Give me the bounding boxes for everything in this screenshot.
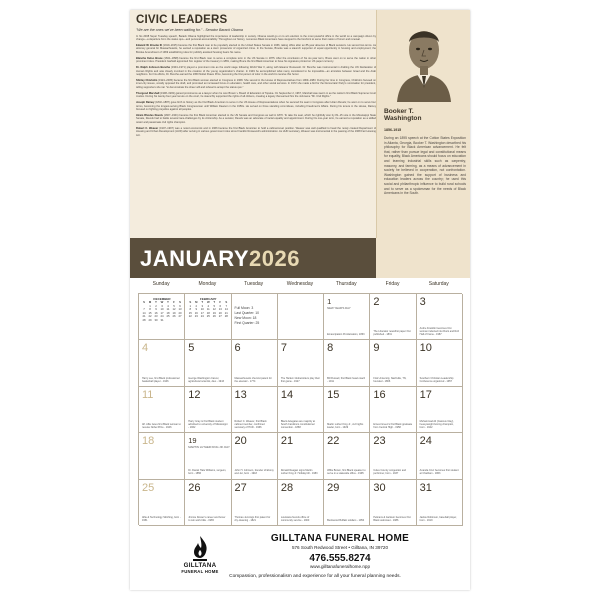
day-number: 23 bbox=[373, 435, 386, 448]
mini-day: 6 bbox=[179, 303, 181, 308]
weekday-header bbox=[138, 281, 462, 292]
mini-calendar bbox=[141, 297, 183, 323]
mini-day-head: F bbox=[173, 300, 175, 304]
day-event: Emancipation Proclamation, 1863 bbox=[327, 333, 365, 337]
day-number: 18 bbox=[142, 435, 155, 448]
mini-day: 8 bbox=[149, 307, 151, 312]
day-cell bbox=[417, 340, 463, 386]
holiday-label: NEW YEAR'S DAY bbox=[327, 306, 351, 310]
day-number: 21 bbox=[280, 435, 294, 448]
mini-day: 28 bbox=[224, 314, 228, 319]
day-event: Dr. Daniel Hale Williams, surgeon, born - 1856 bbox=[188, 469, 227, 476]
day-number: 31 bbox=[419, 481, 432, 494]
day-number: 30 bbox=[373, 481, 386, 494]
day-event: Coles County congestion and performer, born - 1937 bbox=[373, 469, 407, 476]
day-cell bbox=[278, 387, 324, 433]
day-cell bbox=[185, 387, 231, 433]
mini-day: 30 bbox=[154, 317, 158, 322]
day-event: Willie Brown, first Black speaker to serve in a statewide office - 1995 bbox=[327, 469, 366, 476]
day-cell bbox=[370, 433, 416, 479]
day-event: Fisk University, Nashville, TN, founded - 1866 bbox=[373, 376, 407, 383]
mini-day: 7 bbox=[143, 307, 145, 312]
day-number: 1 bbox=[327, 297, 332, 306]
leader-name: Blanche Kelso Bruce bbox=[136, 56, 164, 60]
mini-day: 27 bbox=[218, 314, 222, 319]
day-cell bbox=[185, 433, 231, 479]
bio-years: 1856-1915 bbox=[384, 128, 402, 132]
day-number: 28 bbox=[280, 481, 294, 494]
day-cell bbox=[139, 480, 185, 526]
mini-day: 11 bbox=[166, 307, 170, 312]
article-paragraph: Edward W. Brooke III (1919–2015) became the first Black man to be popularly elected to the United States Senate in 1966, taking office after an 85-year absence of Black senators. He served two terms. As attorney general for Massachusetts, he earned a reputation as a stern prosecutor of organized crime. In the Senate, Brooke was a staunch supporter of equal opportunity in housing and employment; the Brooke Amendment of 1969 establishing rules for publicly assisted housing bears his name. bbox=[136, 44, 376, 54]
bio-name bbox=[384, 108, 421, 123]
portrait-illustration bbox=[387, 16, 461, 102]
day-event: Jackie Robinson, baseball player, born - 1919 bbox=[419, 515, 457, 522]
mini-day-head: W bbox=[160, 300, 164, 304]
day-cell bbox=[370, 480, 416, 526]
day-cell bbox=[139, 387, 185, 433]
sponsor-phone: 476.555.8274 bbox=[309, 553, 371, 564]
mini-calendar bbox=[187, 297, 229, 319]
mini-day: 17 bbox=[200, 310, 204, 315]
mini-day: 16 bbox=[154, 310, 158, 315]
day-event: Ananda Cruz becomes first student at Chatham - 1863 bbox=[419, 469, 459, 476]
day-number: 8 bbox=[327, 342, 334, 355]
next-month-cell bbox=[185, 294, 231, 340]
mini-day-head: F bbox=[219, 300, 222, 304]
mini-day: 20 bbox=[178, 310, 182, 315]
sponsor-website: www.gilltanafuneralhome.npp bbox=[309, 564, 370, 569]
day-number: 17 bbox=[419, 388, 432, 401]
mini-day: 8 bbox=[189, 307, 192, 312]
calendar-sheet bbox=[130, 10, 470, 590]
day-cell bbox=[278, 340, 324, 386]
mini-day: 19 bbox=[212, 310, 216, 315]
article-paragraph: Hiram Rhodes Revels (1827–1901) became the first Black American elected to the US Senate and Congress as well in 1870. To take his seat, which he rightfully won by 81–15 vote in the Mississippi State Senate, Revels had to battle several race-challenges by its citizenship. As a senator, Revels was an advocate of racial equality and appointment. During his one-year term, he earned a reputation as a skilled orator and passionate civil rights champion. bbox=[136, 114, 376, 124]
day-number: 12 bbox=[188, 388, 201, 401]
day-number: 14 bbox=[280, 388, 294, 401]
moon-phase: New Moon: 18 bbox=[234, 316, 257, 320]
day-number: 10 bbox=[419, 342, 432, 355]
sponsor-tagline: Compassion, professionalism and experience for all your funeral planning needs. bbox=[229, 574, 401, 579]
mini-day: 18 bbox=[166, 310, 170, 315]
day-cell bbox=[139, 340, 185, 386]
mini-day: 21 bbox=[142, 314, 146, 319]
mini-day-head: T bbox=[167, 300, 169, 304]
day-cell bbox=[232, 433, 278, 479]
moon-phase-cell bbox=[232, 294, 278, 340]
holiday-label: MARTIN LUTHER KING JR. DAY bbox=[188, 445, 230, 450]
mini-day: 28 bbox=[142, 317, 146, 322]
mini-day: 3 bbox=[201, 303, 204, 308]
day-event: Bill Russell, first Black head coach - 1911 bbox=[327, 376, 366, 383]
day-cell bbox=[185, 340, 231, 386]
day-cell bbox=[370, 294, 416, 340]
day-event: John H. Johnson, founder of Ebony and Jet, born - 1918 bbox=[234, 469, 274, 476]
bio-name-line2: Washington bbox=[384, 115, 422, 123]
mini-day: 16 bbox=[194, 310, 198, 315]
day-number: 6 bbox=[234, 342, 241, 355]
day-event: The Harlem Globetrotters play their first game - 1927 bbox=[280, 376, 320, 383]
weekday-label: Tuesday bbox=[244, 281, 264, 287]
weekday-label: Friday bbox=[385, 281, 400, 287]
month-title bbox=[140, 246, 300, 272]
mini-day-head: T bbox=[213, 300, 216, 304]
day-event: Pelicans & Jackson becomes first Black astronaut - 1986 bbox=[373, 515, 411, 522]
mini-day: 15 bbox=[148, 310, 152, 315]
month-year: 2026 bbox=[249, 246, 300, 271]
month-banner bbox=[130, 238, 470, 278]
mini-day: 24 bbox=[160, 314, 164, 319]
logo-name: GILLTANA bbox=[183, 562, 217, 569]
mini-day: 18 bbox=[206, 310, 210, 315]
mini-day: 10 bbox=[160, 307, 164, 312]
moon-phase: First Quarter: 25 bbox=[234, 321, 260, 325]
day-number: 13 bbox=[234, 388, 247, 401]
day-cell bbox=[324, 340, 370, 386]
mini-day: 26 bbox=[172, 314, 176, 319]
day-event: George Washington Carver, agricultural scientist, dies - 1943 bbox=[188, 376, 224, 383]
day-cell bbox=[370, 340, 416, 386]
mini-day: 13 bbox=[218, 307, 222, 312]
mini-day: 31 bbox=[160, 317, 164, 322]
day-event: Ernest Green's first Black graduate from Central High - 1958 bbox=[373, 423, 413, 430]
mini-day: 13 bbox=[178, 307, 182, 312]
day-event: Southern Christian Leadership Conference organized - 1957 bbox=[419, 376, 454, 383]
bio-panel bbox=[376, 10, 470, 238]
day-number: 25 bbox=[142, 481, 155, 494]
mini-day: 22 bbox=[148, 314, 152, 319]
mini-day: 19 bbox=[172, 310, 176, 315]
day-cell bbox=[324, 387, 370, 433]
article-paragraph: In his 2008 Super Tuesday speech, Barack Obama highlighted the importance of leadership in society. Obama would go on to win election to the most powerful office in the world on a campaign driven by change—a departure from the status quo—and personal accountability. Throughout our history, numerous Black Americans have stepped to the forefront to serve their nation of honor and renewal. bbox=[136, 34, 376, 41]
weekday-label: Thursday bbox=[335, 281, 357, 287]
leader-name: Dr. Ralph Johnson Bunche bbox=[136, 66, 172, 70]
day-number: 22 bbox=[327, 435, 340, 448]
calendar-grid bbox=[138, 293, 462, 525]
mini-day: 24 bbox=[200, 314, 204, 319]
day-event: Thomas Jennings first patent for dry-cleaning - 1821 bbox=[234, 515, 271, 522]
mini-day: 14 bbox=[224, 307, 228, 312]
leader-name: Shirley Chisholm bbox=[136, 79, 159, 83]
mini-day: 21 bbox=[224, 310, 228, 315]
mini-day-head: S bbox=[179, 300, 181, 304]
day-number: 24 bbox=[419, 435, 432, 448]
leader-name: Robert C. Weaver bbox=[136, 126, 160, 130]
mini-day: 4 bbox=[207, 303, 210, 308]
mini-day: 20 bbox=[218, 310, 222, 315]
day-number: 29 bbox=[327, 481, 340, 494]
mini-day: 22 bbox=[188, 314, 192, 319]
mini-day: 23 bbox=[194, 314, 198, 319]
mini-day: 7 bbox=[225, 303, 228, 308]
history-panel bbox=[130, 10, 470, 238]
mini-day: 6 bbox=[219, 303, 222, 308]
bio-name-line1: Booker T. bbox=[384, 108, 414, 115]
moon-phase: Full Moon: 3 bbox=[234, 306, 254, 310]
day-number: 26 bbox=[188, 481, 201, 494]
day-cell bbox=[232, 340, 278, 386]
sponsor-footer bbox=[130, 530, 470, 590]
mini-day: 9 bbox=[195, 307, 198, 312]
day-event: Louisiana founds office of community service - 1900 bbox=[280, 515, 310, 522]
mini-calendar-row bbox=[141, 319, 183, 323]
day-number: 27 bbox=[234, 481, 247, 494]
day-cell bbox=[417, 480, 463, 526]
day-number: 5 bbox=[188, 342, 195, 355]
mini-calendar-title: FEBRUARY bbox=[199, 297, 217, 301]
weekday-label: Sunday bbox=[152, 281, 170, 287]
sponsor-name: GILLTANA FUNERAL HOME bbox=[270, 533, 410, 544]
article-paragraph: Thurgood Marshall (1908–1993) gained prominence as a lawyer when he won Brown v. Board of Education of Topeka. On September 2, 1967, Marshall was sworn in as the nation's first Black Supreme Court Justice. During his twenty-four-year tenure on the court, he staunchly supported the rights of all citizens, creating a legacy that earned him the nickname "Mr. Civil Rights." bbox=[136, 91, 376, 99]
mini-day-head: S bbox=[225, 300, 228, 304]
day-cell bbox=[324, 480, 370, 526]
article-paragraph: Dr. Ralph Johnson Bunche (1904–1971) played a prominent role as the world stage following World War II, along with Eleanor Roosevelt. Dr. Bunche was instrumental in drafting the UN Declaration of Human Rights and was closely involved in the creation of the young organization's charter. In 1949 he accomplished what many considered to be impossible—an armistice between Israel and the Arab neighbors. For his efforts, Dr. Bunche earned the 1950 Nobel Peace Prize, becoming the first person of color in the world to receive this honor. bbox=[136, 66, 376, 77]
day-cell bbox=[324, 433, 370, 479]
day-number: 19 bbox=[188, 436, 197, 446]
mini-calendar-title: DECEMBER bbox=[153, 297, 171, 301]
day-event: Muhammad Ali (Cassius Clay), heavyweight boxing champion, born - 1942 bbox=[419, 419, 454, 430]
day-cell bbox=[232, 387, 278, 433]
flame-logo-icon bbox=[189, 535, 211, 561]
day-cell bbox=[417, 433, 463, 479]
sponsor-address: 576 South Redwood Street • Gilltana, IN 39720 bbox=[291, 545, 389, 550]
day-number: 15 bbox=[327, 388, 340, 401]
mini-day-head: T bbox=[201, 300, 204, 304]
article-paragraph: Joseph Rainey (1832–1887) gave birth to history as the first Black American to serve in the US House of Representatives when he secured his seat in Congress after Hiram Revels; he went on to serve four terms, becoming the longest-serving Black Congressman until William Dawson in the 1950s. He served on three standing committees, including Freedmen's Affairs. During his tenure in the House, Rainey focused on fighting prejudice against all peoples. bbox=[136, 101, 376, 112]
day-event: Harry Lee, first Black professional basketball player - 1946 bbox=[142, 376, 180, 383]
day-event: Harry Gray is first Black student admitted to university of Mississippi - 1962 bbox=[188, 419, 228, 430]
day-event: Black delegates are majority at South Carolina's constitutional convention - 1868 bbox=[280, 419, 316, 430]
day-event: Ronald Reagan signs Martin Luther King Jr. Holiday bill - 1983 bbox=[280, 469, 318, 476]
weekday-label: Wednesday bbox=[286, 281, 314, 287]
mini-day: 17 bbox=[160, 310, 164, 315]
mini-day: 5 bbox=[173, 303, 175, 308]
mini-day: 25 bbox=[206, 314, 210, 319]
leader-name: Hiram Rhodes Revels bbox=[136, 114, 164, 118]
mini-day: 14 bbox=[142, 310, 146, 315]
leader-name: Thurgood Marshall bbox=[136, 91, 161, 95]
day-cell bbox=[139, 433, 185, 479]
civic-leaders-article bbox=[136, 14, 376, 236]
mini-day: 2 bbox=[155, 303, 157, 308]
article-paragraphs bbox=[136, 35, 376, 138]
mini-day: 29 bbox=[148, 317, 152, 322]
mini-day: 4 bbox=[167, 303, 169, 308]
weekday-label: Saturday bbox=[428, 281, 449, 287]
leader-name: Joseph Rainey bbox=[136, 101, 156, 105]
day-cell bbox=[185, 480, 231, 526]
mini-day-head: S bbox=[143, 300, 145, 304]
prev-month-cell bbox=[139, 294, 185, 340]
mini-day: 10 bbox=[200, 307, 204, 312]
day-cell bbox=[417, 387, 463, 433]
moon-phase: Last Quarter: 10 bbox=[234, 311, 260, 315]
article-title: CIVIC LEADERS bbox=[136, 14, 228, 26]
mini-day: 11 bbox=[206, 307, 210, 312]
article-paragraph: Blanche Kelso Bruce (1841–1898) became the first Black man to serve a complete term in the US Senate in 1875. After the conclusion of his six-year term, Bruce went on to serve the nation in other prominent roles. President Garfield appointed him register of the treasury in 1881, making Bruce the first Black American to have his signature printed on US paper currency. bbox=[136, 56, 376, 64]
day-cell bbox=[278, 480, 324, 526]
day-number: 16 bbox=[373, 388, 386, 401]
day-event: Martin Luther King Jr., civil rights leader, born - 1929 bbox=[327, 423, 364, 430]
day-event: The Liberator newsfirst paper first published - 1831 bbox=[373, 330, 411, 337]
mini-day-head: S bbox=[189, 300, 192, 304]
mini-day: 12 bbox=[172, 307, 176, 312]
day-event: Alf. Alfie Goes first Black woman to receive Nobel Prize - 1946 bbox=[142, 423, 181, 430]
mini-day: 15 bbox=[188, 310, 192, 315]
mini-calendar-row bbox=[187, 315, 229, 319]
mini-day: 23 bbox=[154, 314, 158, 319]
mini-day: 26 bbox=[212, 314, 216, 319]
day-event: Robert C. Weaver, first Black cabinet member, confirmed secretary of HUD - 1966 bbox=[234, 419, 267, 430]
day-cell bbox=[370, 387, 416, 433]
banner-side-panel bbox=[376, 238, 470, 278]
day-event: Alfie & Technology Stitching, born - 1951 bbox=[142, 515, 181, 522]
mini-day: 9 bbox=[155, 307, 157, 312]
mini-day: 1 bbox=[149, 303, 151, 308]
mini-day-head: M bbox=[195, 300, 198, 304]
day-number: 20 bbox=[234, 435, 247, 448]
mini-day: 3 bbox=[161, 303, 163, 308]
day-cell bbox=[278, 433, 324, 479]
month-name: JANUARY bbox=[140, 246, 250, 271]
mini-day-head: M bbox=[148, 300, 152, 304]
mini-day-head: T bbox=[155, 300, 157, 304]
leader-name: Edward W. Brooke III bbox=[136, 44, 163, 47]
weekday-label: Monday bbox=[198, 281, 217, 287]
day-number: 2 bbox=[373, 296, 380, 308]
day-event: Andre Franklin becomes first woman inducted into Rock and Roll Hall of Fame - 1987 bbox=[419, 327, 459, 337]
day-number: 7 bbox=[280, 342, 287, 355]
day-cell bbox=[324, 294, 370, 340]
day-number: 3 bbox=[419, 296, 426, 308]
day-event: Massachusetts chemist patent for the elevator - 1774 bbox=[234, 376, 272, 383]
day-number: 11 bbox=[142, 388, 154, 401]
logo-subtitle: FUNERAL HOME bbox=[181, 569, 219, 574]
bio-text: During an 1895 speech at the Cotton States Exposition in Atlanta, Georgia, Booker T. Washington described his philosophy for Black American advancement. He felt that, rather than pursue legal and constitutional means for equality, Black Americans should focus on education and learning industrial skills such as carpentry, masonry, and farming, as a means of advancement in society he believed in cooperation, not confrontation. Washington gained the support of business and education leaders across the country; he used this social and philanthropic influence to build rural schools and to serve as a spokesman for the needs of Black Americans in the South. bbox=[384, 136, 466, 196]
mini-day-head: W bbox=[206, 300, 210, 304]
day-number: 9 bbox=[373, 342, 380, 355]
mini-day: 27 bbox=[178, 314, 182, 319]
mini-day: 25 bbox=[166, 314, 170, 319]
mini-day: 1 bbox=[189, 303, 192, 308]
article-paragraph: Shirley Chisholm (1924–2005) became the first Black woman elected to Congress in 1968. She served in the House of Representatives from 1969–1983. During her time in Congress, Chisholm focused on inner-city issues, vocally opposed the draft, and promoted an increased focus on education, health care, and other social services. In 1972 she made a bid for the Democratic Party's nomination for president, telling supporters she ran "to demonstrate the sheer will and refusal to accept the status quo." bbox=[136, 79, 376, 89]
mini-day: 12 bbox=[212, 307, 216, 312]
mini-day bbox=[177, 319, 183, 323]
day-cell bbox=[417, 294, 463, 340]
day-cell bbox=[232, 480, 278, 526]
article-quote: "We are the ones we've been waiting for." - Senator Barack Obama bbox=[136, 28, 243, 32]
moon-phases bbox=[235, 306, 260, 326]
empty-cell bbox=[278, 294, 324, 340]
mini-day: 5 bbox=[213, 303, 216, 308]
day-event: Jimmie Dower's career and boxer to win world title - 1965 bbox=[188, 515, 226, 522]
day-number: 4 bbox=[142, 342, 149, 355]
day-event: Buckwood Buffalo soldiers - 1954 bbox=[327, 518, 365, 522]
article-paragraph: Robert C. Weaver (1907–1997) was a noted economist and in 1966 became the first Black American to hold a cabinet-level position. Weaver was well qualified to head the newly created Department of Housing and Urban Development (HUD) after serving in various government roles since Franklin Roosevelt's administration. As HUD secretary, Weaver was instrumental in the passing of the 1968 Fair Housing Act. bbox=[136, 126, 377, 137]
mini-day: 2 bbox=[195, 303, 198, 308]
